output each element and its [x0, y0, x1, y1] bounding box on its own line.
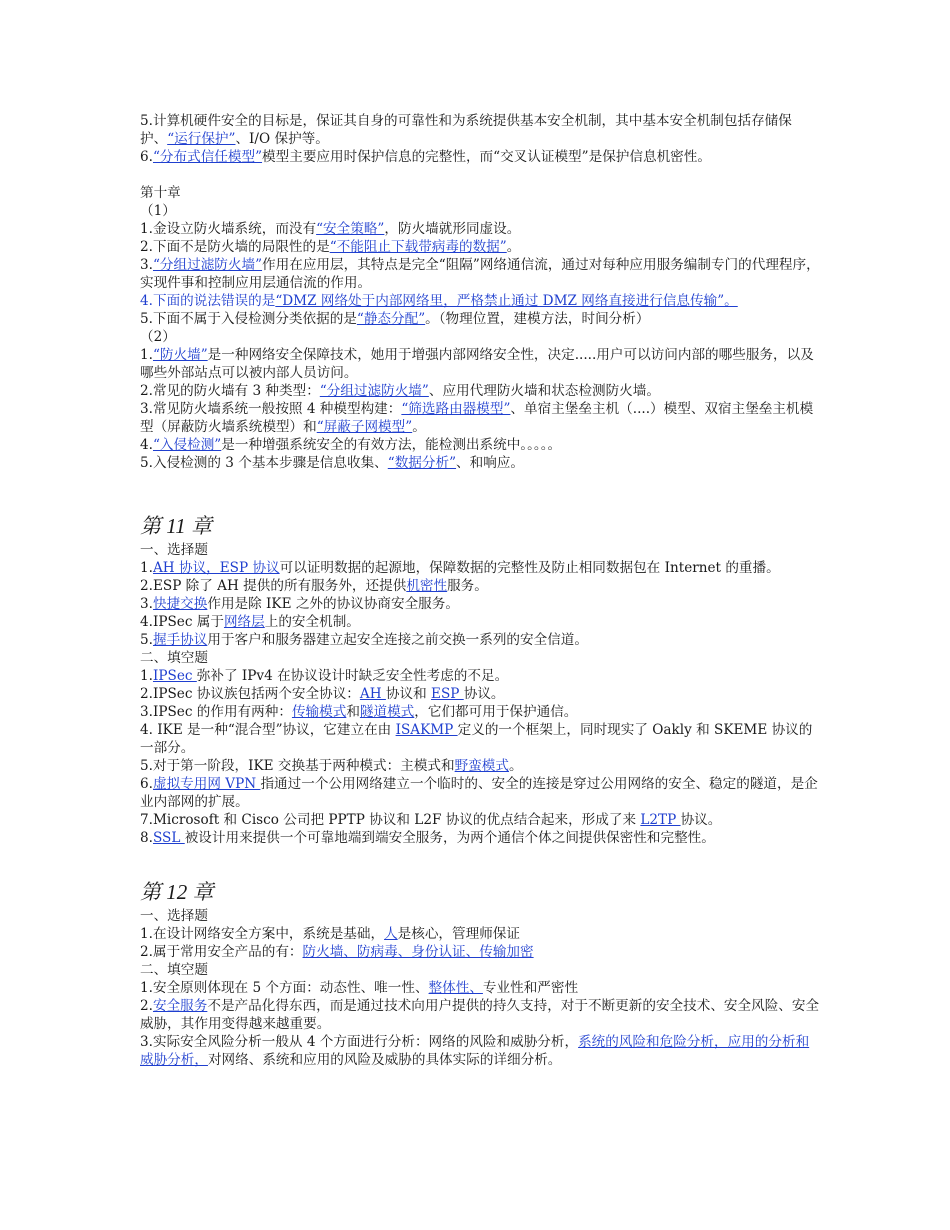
- answer-link[interactable]: “分组过滤防火墙”: [152, 257, 263, 273]
- answer-link[interactable]: “防火墙”: [152, 347, 208, 363]
- answer-link[interactable]: 快捷交换: [152, 596, 208, 612]
- answer-link[interactable]: 人: [384, 926, 398, 942]
- chapter10-line: [140, 310, 820, 328]
- text-span: 1.: [140, 560, 153, 576]
- chapter10-line: [140, 454, 820, 472]
- chapter10-line: [140, 220, 820, 238]
- chapter12-line: [140, 925, 820, 943]
- text-span: 、单宿主堡垒主机（....）模型、双宿主堡垒主机模型（屏蔽防火墙系统模型）和: [140, 401, 814, 435]
- text-span: 不是产品化得东西，而是通过技术向用户提供的持久支持，对于不断更新的安全技术、安全风险、安全威胁，其作用变得越来越重要。: [140, 998, 820, 1032]
- answer-link[interactable]: 握手协议: [152, 632, 208, 648]
- text-span: 是一种增强系统安全的有效方法，能检测出系统中。。。。。: [221, 437, 562, 453]
- answer-link[interactable]: “入侵检测”: [152, 437, 222, 453]
- chapter11-line: [140, 757, 820, 775]
- chapter11-line: [140, 631, 820, 649]
- chapter10-line: [140, 256, 820, 292]
- text-span: 3.: [140, 257, 153, 273]
- text-span: 对网络、系统和应用的风险及威胁的具体实际的详细分析。: [207, 1052, 562, 1068]
- answer-link[interactable]: 网络层: [223, 614, 265, 630]
- text-span: 3.: [140, 596, 153, 612]
- chapter11-line: [140, 595, 820, 613]
- text-span: 是一种网络安全保障技术，她用于增强内部网络安全性，决定.....用户可以访问内部的哪些服务，以及哪些外部站点可以被内部人员访问。: [140, 347, 814, 381]
- answer-link[interactable]: SSL: [152, 830, 185, 846]
- text-span: 2.常见的防火墙有 3 种类型：: [140, 383, 320, 399]
- text-span: 1.: [140, 668, 153, 684]
- text-span: 指通过一个公用网络建立一个临时的、安全的连接是穿过公用网络的安全、稳定的隧道，是企业内部网的扩展。: [140, 776, 818, 810]
- text-span: 用于客户和服务器建立起安全连接之前交换一系列的安全信道。: [207, 632, 588, 648]
- text-span: 服务。: [447, 578, 488, 594]
- chapter11-line: [140, 811, 820, 829]
- chapter11-line: [140, 559, 820, 577]
- text-span: 2.下面不是防火墙的局限性的是: [140, 239, 330, 255]
- text-span: 6.: [140, 776, 153, 792]
- answer-link[interactable]: 传输模式: [291, 704, 347, 720]
- text-span: 二、填空题: [140, 962, 208, 978]
- text-span: 和: [346, 704, 360, 720]
- chapter10-line: [140, 436, 820, 454]
- chapter10-line: [140, 382, 820, 400]
- text-span: 2.ESP 除了 AH 提供的所有服务外，还提供: [140, 578, 407, 594]
- text-span: 1.: [140, 347, 153, 363]
- text-span: 8.: [140, 830, 153, 846]
- answer-link[interactable]: “运行保护”: [167, 131, 236, 147]
- chapter-11-heading: 第 11 章: [140, 514, 212, 538]
- text-span: 3.实际安全风险分析一般从 4 个方面进行分析：网络的风险和威胁分析，: [140, 1034, 579, 1050]
- text-span: 是核心，管理师保证: [397, 926, 520, 942]
- answer-link[interactable]: “分布式信任模型”: [152, 149, 263, 165]
- text-span: 一、选择题: [140, 908, 208, 924]
- chapter12-block: [140, 877, 820, 1069]
- chapter10-line: [140, 292, 820, 310]
- chapter11-line: [140, 667, 820, 685]
- text-span: 协议。: [463, 686, 505, 702]
- text-span: 4.: [140, 437, 153, 453]
- text-span: 可以证明数据的起源地，保障数据的完整性及防止相同数据包在 Internet 的重播。: [279, 560, 780, 576]
- chapter11-line: [140, 541, 820, 559]
- chapter11-block: [140, 511, 820, 847]
- answer-link[interactable]: “安全策略”: [316, 221, 385, 237]
- answer-link[interactable]: “数据分析”: [387, 455, 457, 471]
- chapter10-line: [140, 148, 820, 166]
- chapter11-line: [140, 685, 820, 703]
- answer-link[interactable]: ESP: [431, 686, 464, 702]
- text-span: 、应用代理防火墙和状态检测防火墙。: [428, 383, 660, 399]
- text-span: 2.: [140, 998, 153, 1014]
- text-span: 1.安全原则体现在 5 个方面：动态性、唯一性、: [140, 980, 429, 996]
- chapter12-line: [140, 979, 820, 997]
- answer-link[interactable]: “不能阻止下载带病毒的数据”: [329, 239, 507, 255]
- text-span: 定义的一个框架上，同时现实了 Oakly 和 SKEME 协议的一部分。: [140, 722, 813, 756]
- chapter10-block: [140, 112, 820, 472]
- chapter10-line: [140, 346, 820, 382]
- text-span: 4. IKE 是一种“混合型”协议，它建立在由: [140, 722, 396, 738]
- text-span: 作用是除 IKE 之外的协议协商安全服务。: [207, 596, 459, 612]
- text-span: 1.金设立防火墙系统，而没有: [140, 221, 317, 237]
- text-span: 、和响应。: [456, 455, 525, 471]
- text-span: 2.属于常用安全产品的有：: [140, 944, 303, 960]
- text-span: 二、填空题: [140, 650, 208, 666]
- chapter11-line: [140, 829, 820, 847]
- text-span: 作用在应用层，其特点是完全“阻隔”网络通信流，通过对每种应用服务编制专门的代理程序，实现件事和控制应用层通信流的作用。: [140, 257, 820, 291]
- text-span: 。: [412, 419, 426, 435]
- answer-link[interactable]: AH 协议，ESP 协议: [152, 560, 280, 576]
- text-span: ，防火墙就形同虚设。: [384, 221, 521, 237]
- answer-link[interactable]: “筛选路由器模型”: [401, 401, 511, 417]
- text-span: 被设计用来提供一个可靠地端到端安全服务，为两个通信个体之间提供保密性和完整性。: [184, 830, 715, 846]
- answer-link[interactable]: 野蛮模式: [454, 758, 509, 774]
- text-span: 4.下面的说法错误的是: [140, 293, 276, 309]
- chapter12-line: [140, 1033, 820, 1069]
- blank-line: [140, 166, 820, 184]
- chapter12-line: [140, 961, 820, 979]
- text-span: 6.: [140, 149, 153, 165]
- text-span: （1）: [140, 203, 176, 219]
- chapter-12-heading: 第 12 章: [140, 880, 214, 904]
- text-span: （2）: [140, 329, 176, 345]
- text-span: 一、选择题: [140, 542, 208, 558]
- answer-link[interactable]: 安全服务: [152, 998, 208, 1014]
- text-span: 协议。: [680, 812, 722, 828]
- text-span: 专业性和严密性: [482, 980, 579, 996]
- chapter10-line: [140, 184, 820, 202]
- text-span: 7.Microsoft 和 Cisco 公司把 PPTP 协议和 L2F 协议的优点结合起来，形成了来: [140, 812, 641, 828]
- text-span: 5.下面不属于入侵检测分类依据的是: [140, 311, 357, 327]
- chapter10-line: [140, 400, 820, 436]
- text-span: ，它们都可用于保护通信。: [414, 704, 578, 720]
- chapter11-line: [140, 649, 820, 667]
- chapter11-line: [140, 613, 820, 631]
- text-span: 2.IPSec 协议族包括两个安全协议：: [140, 686, 360, 702]
- answer-link[interactable]: IPSec: [152, 668, 197, 684]
- answer-link[interactable]: 整体性、: [428, 980, 483, 996]
- text-span: 5.计算机硬件安全的目标是，保证其自身的可靠性和为系统提供基本安全机制，其中基本安全机制包括存储保护、: [140, 113, 792, 147]
- chapter12-line: [140, 943, 820, 961]
- answer-link[interactable]: “分组过滤防火墙”: [319, 383, 429, 399]
- chapter11-line: [140, 775, 820, 811]
- text-span: 弥补了 IPv4 在协议设计时缺乏安全性考虑的不足。: [196, 668, 509, 684]
- chapter10-line: [140, 238, 820, 256]
- chapter10-line: [140, 202, 820, 220]
- chapter12-line: [140, 907, 820, 925]
- chapter11-line: [140, 703, 820, 721]
- chapter10-line: [140, 112, 820, 148]
- answer-link[interactable]: “DMZ 网络处于内部网络里，严格禁止通过 DMZ 网络直接进行信息传输”。: [275, 293, 738, 309]
- text-span: 。: [509, 758, 523, 774]
- answer-link[interactable]: L2TP: [640, 812, 681, 828]
- text-span: 上的安全机制。: [264, 614, 360, 630]
- text-span: 5.对于第一阶段，IKE 交换基于两种模式：主模式和: [140, 758, 455, 774]
- answer-link[interactable]: AH: [359, 686, 386, 702]
- text-span: 5.: [140, 632, 153, 648]
- answer-link[interactable]: ISAKMP: [395, 722, 458, 738]
- chapter12-line: [140, 997, 820, 1033]
- text-span: 3.IPSec 的作用有两种：: [140, 704, 292, 720]
- chapter11-line: [140, 721, 820, 757]
- answer-link[interactable]: 系统的风险和危险分析，应用的分析和威胁分析，: [140, 1034, 810, 1068]
- answer-link[interactable]: 防火墙、防病毒、身份认证、传输加密: [302, 944, 534, 960]
- text-span: 1.在设计网络安全方案中，系统是基础，: [140, 926, 385, 942]
- text-span: 协议和: [385, 686, 432, 702]
- text-span: 模型主要应用时保护信息的完整性，而“交叉认证模型”是保护信息机密性。: [262, 149, 711, 165]
- chapter10-line: [140, 328, 820, 346]
- chapter11-line: [140, 577, 820, 595]
- answer-link[interactable]: 虚拟专用网 VPN: [152, 776, 261, 792]
- text-span: 3.常见防火墙系统一般按照 4 种模型构建：: [140, 401, 402, 417]
- text-span: 4.IPSec 属于: [140, 614, 224, 630]
- answer-link[interactable]: 机密性: [406, 578, 448, 594]
- answer-link[interactable]: “屏蔽子网模型”: [316, 419, 413, 435]
- text-span: 。: [506, 239, 521, 255]
- answer-link[interactable]: 隧道模式: [359, 704, 415, 720]
- text-span: 。（物理位置，建模方法，时间分析）: [425, 311, 650, 327]
- answer-link[interactable]: “静态分配”: [356, 311, 426, 327]
- text-span: 5.入侵检测的 3 个基本步骤是信息收集、: [140, 455, 388, 471]
- text-span: 、I/O 保护等。: [235, 131, 329, 147]
- text-span: 第十章: [140, 185, 181, 201]
